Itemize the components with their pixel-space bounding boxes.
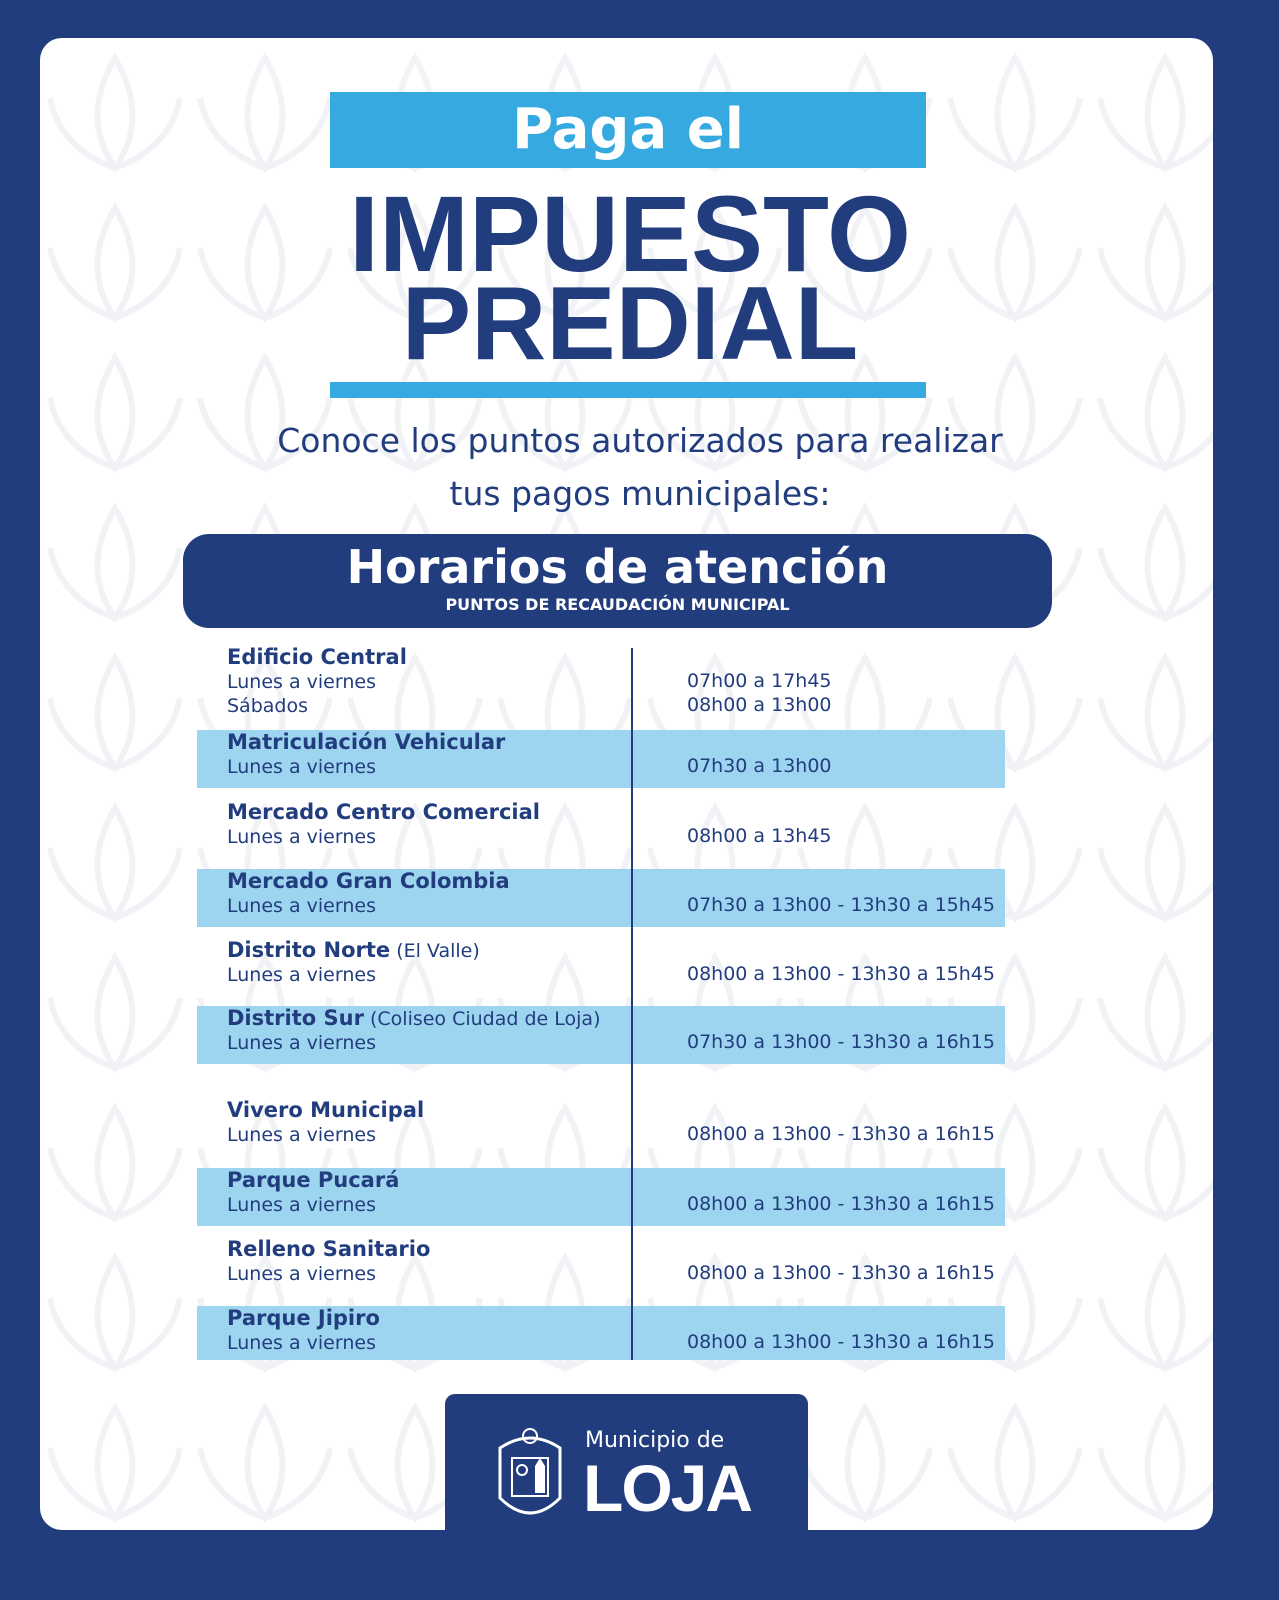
location-hours (687, 938, 995, 986)
location-row (197, 1306, 1005, 1360)
location-row (197, 1237, 1005, 1295)
municipio-loja-logo (445, 1394, 808, 1574)
subtitle (150, 414, 1130, 520)
location-row (197, 938, 1005, 996)
location-hours (687, 1098, 995, 1146)
location-info (227, 1168, 399, 1217)
location-days: Lunes a viernes (227, 895, 376, 917)
hours-range: 07h30 a 13h00 - 13h30 a 15h45 (687, 894, 995, 916)
location-name: Edificio Central (227, 645, 407, 669)
hours-range: 07h00 a 17h45 (687, 670, 832, 692)
location-info (227, 730, 505, 779)
location-row (197, 869, 1005, 927)
schedule-subtitle: PUNTOS DE RECAUDACIÓN MUNICIPAL (445, 595, 790, 614)
location-name: Vivero Municipal (227, 1098, 425, 1122)
hours-range: 08h00 a 13h00 - 13h30 a 16h15 (687, 1331, 995, 1353)
schedule-title: Horarios de atención (346, 540, 889, 594)
location-hours (687, 869, 995, 917)
location-days: Lunes a viernes (227, 671, 376, 693)
location-name: Distrito Sur (227, 1006, 364, 1030)
location-info (227, 1237, 430, 1286)
location-hours (687, 1306, 995, 1354)
location-days: Lunes a viernes (227, 1263, 376, 1285)
hours-range: 08h00 a 13h00 - 13h30 a 16h15 (687, 1123, 995, 1145)
location-info (227, 1306, 380, 1355)
location-days: Lunes a viernes (227, 1124, 376, 1146)
location-note: (Coliseo Ciudad de Loja) (369, 1008, 601, 1030)
location-note: (El Valle) (396, 940, 480, 962)
location-hours (687, 1168, 995, 1216)
location-name: Parque Jipiro (227, 1306, 380, 1330)
location-days: Sábados (227, 695, 308, 717)
schedule-header (183, 534, 1052, 628)
hours-range: 08h00 a 13h00 - 13h30 a 16h15 (687, 1262, 995, 1284)
location-row (197, 800, 1005, 858)
title-impuesto: IMPUESTO (348, 173, 912, 294)
location-row (197, 645, 1005, 721)
location-info (227, 800, 540, 849)
location-name: Mercado Centro Comercial (227, 800, 540, 824)
hours-range: 08h00 a 13h45 (687, 825, 832, 847)
location-name: Matriculación Vehicular (227, 730, 506, 754)
location-info (227, 645, 407, 718)
location-days: Lunes a viernes (227, 826, 376, 848)
location-row (197, 1098, 1005, 1156)
location-days: Lunes a viernes (227, 756, 376, 778)
hours-range: 08h00 a 13h00 - 13h30 a 15h45 (687, 963, 995, 985)
location-row (197, 730, 1005, 788)
location-info (227, 869, 510, 918)
hours-range: 08h00 a 13h00 (687, 694, 832, 716)
location-name: Mercado Gran Colombia (227, 869, 510, 893)
hours-range: 08h00 a 13h00 - 13h30 a 16h15 (687, 1193, 995, 1215)
hours-range: 07h30 a 13h00 (687, 755, 832, 777)
location-info (227, 1006, 601, 1055)
hours-range: 07h30 a 13h00 - 13h30 a 16h15 (687, 1031, 995, 1053)
location-hours (687, 800, 832, 848)
title-predial: PREDIAL (401, 266, 859, 382)
column-divider (631, 648, 633, 1360)
logo-line-2: LOJA (583, 1451, 752, 1525)
location-hours (687, 1006, 995, 1054)
location-name: Distrito Norte (227, 938, 391, 962)
location-name: Relleno Sanitario (227, 1237, 431, 1261)
logo-line-1: Municipio de (585, 1428, 725, 1453)
title-underline (330, 382, 926, 398)
location-days: Lunes a viernes (227, 1032, 376, 1054)
paga-el-banner: Paga el (330, 92, 926, 168)
location-hours (687, 645, 832, 717)
location-row (197, 1006, 1005, 1064)
location-info (227, 938, 480, 987)
location-days: Lunes a viernes (227, 1194, 376, 1216)
location-days: Lunes a viernes (227, 964, 376, 986)
coat-of-arms-icon (485, 1418, 575, 1528)
location-row (197, 1168, 1005, 1226)
location-days: Lunes a viernes (227, 1332, 376, 1354)
subtitle-line-1: Conoce los puntos autorizados para realizar (277, 421, 1003, 460)
location-hours (687, 1237, 995, 1285)
subtitle-line-2: tus pagos municipales: (449, 474, 831, 513)
location-name: Parque Pucará (227, 1168, 400, 1192)
location-hours (687, 730, 832, 778)
location-info (227, 1098, 424, 1147)
